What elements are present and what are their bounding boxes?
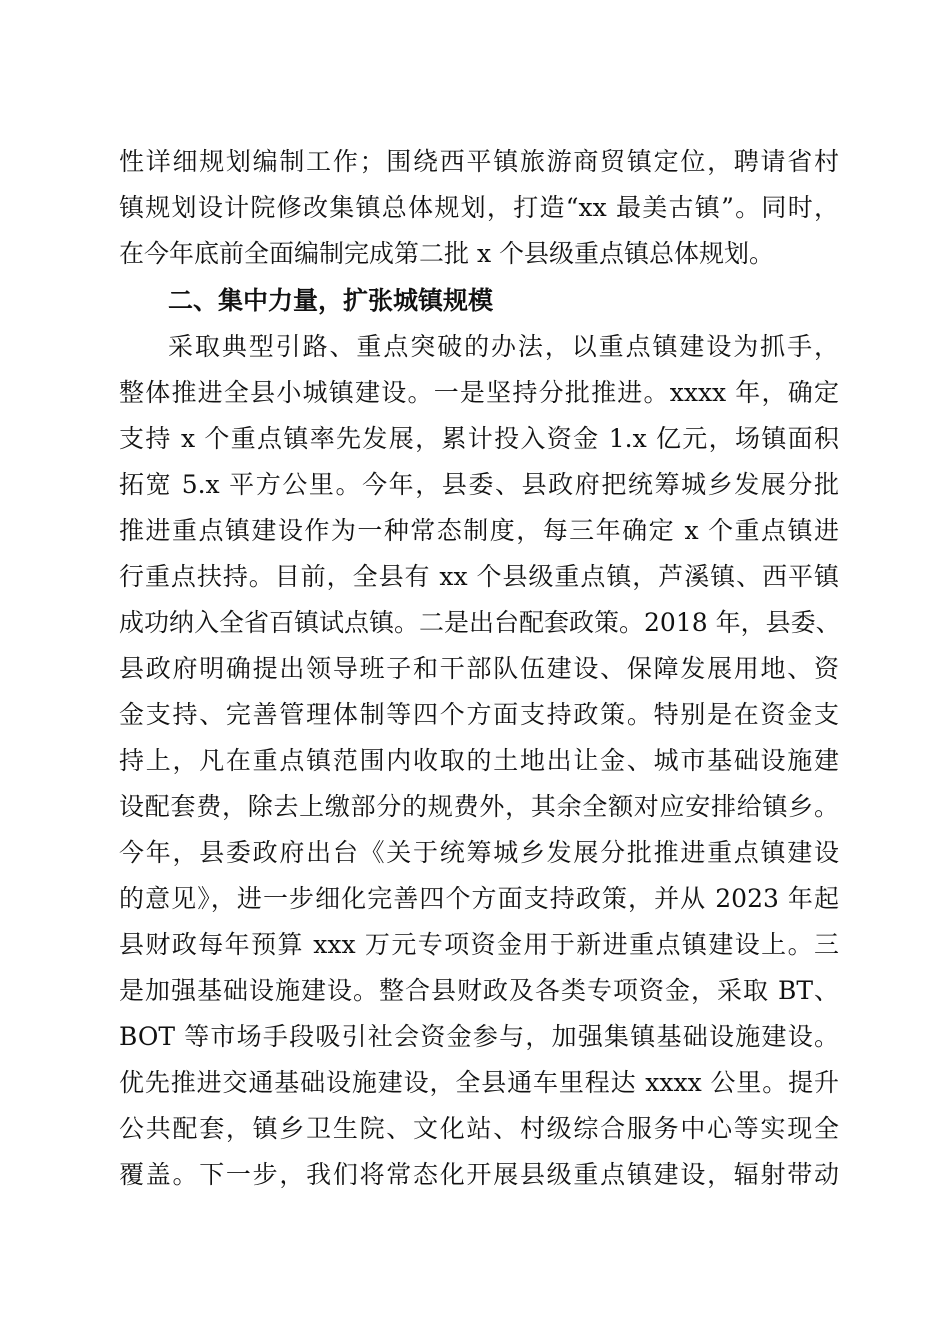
paragraph-line: 采取典型引路、重点突破的办法，以重点镇建设为抓手，	[168, 332, 839, 361]
paragraph-line: 设配套费，除去上缴部分的规费外，其余全额对应安排给镇乡。	[119, 792, 839, 821]
paragraph-line: 在今年底前全面编制完成第二批 x 个县级重点镇总体规划。	[119, 239, 774, 268]
paragraph-line: 公共配套，镇乡卫生院、文化站、村级综合服务中心等实现全	[119, 1114, 839, 1143]
paragraph-line: 推进重点镇建设作为一种常态制度，每三年确定 x 个重点镇进	[119, 516, 839, 545]
paragraph-line: 支持 x 个重点镇率先发展，累计投入资金 1.x 亿元，场镇面积	[119, 424, 839, 453]
paragraph-line: 持上，凡在重点镇范围内收取的土地出让金、城市基础设施建	[119, 746, 839, 775]
paragraph-line: 拓宽 5.x 平方公里。今年，县委、县政府把统筹城乡发展分批	[119, 470, 839, 499]
paragraph-line: 县财政每年预算 xxx 万元专项资金用于新进重点镇建设上。三	[119, 930, 839, 959]
paragraph-line: 金支持、完善管理体制等四个方面支持政策。特别是在资金支	[119, 700, 839, 729]
paragraph-line: BOT 等市场手段吸引社会资金参与，加强集镇基础设施建设。	[119, 1022, 839, 1051]
paragraph-line: 是加强基础设施建设。整合县财政及各类专项资金，采取 BT、	[119, 976, 839, 1005]
section-heading: 二、集中力量，扩张城镇规模	[168, 286, 494, 315]
paragraph-line: 县政府明确提出领导班子和干部队伍建设、保障发展用地、资	[119, 654, 839, 683]
paragraph-line: 覆盖。下一步，我们将常态化开展县级重点镇建设，辐射带动	[119, 1160, 839, 1189]
paragraph-line: 性详细规划编制工作；围绕西平镇旅游商贸镇定位，聘请省村	[119, 147, 839, 176]
paragraph-line: 成功纳入全省百镇试点镇。二是出台配套政策。2018 年，县委、	[119, 608, 841, 637]
paragraph-line: 镇规划设计院修改集镇总体规划，打造“xx 最美古镇”。同时，	[119, 193, 839, 222]
paragraph-line: 整体推进全县小城镇建设。一是坚持分批推进。xxxx 年，确定	[119, 378, 839, 407]
paragraph-line: 的意见》，进一步细化完善四个方面支持政策，并从 2023 年起	[119, 884, 839, 913]
paragraph-line: 今年，县委政府出台《关于统筹城乡发展分批推进重点镇建设	[119, 838, 839, 867]
paragraph-line: 行重点扶持。目前，全县有 xx 个县级重点镇，芦溪镇、西平镇	[119, 562, 839, 591]
paragraph-line: 优先推进交通基础设施建设，全县通车里程达 xxxx 公里。提升	[119, 1068, 839, 1097]
